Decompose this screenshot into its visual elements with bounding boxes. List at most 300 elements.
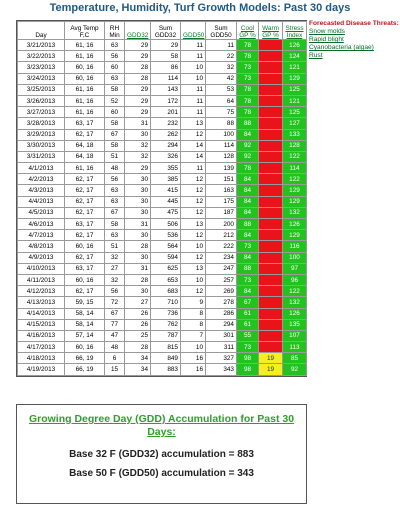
cell-avg-temp: 64, 18	[65, 151, 105, 162]
cell-gdd50: 14	[181, 140, 206, 151]
cell-stress-index: 121	[283, 95, 307, 106]
cell-gdd32: 30	[125, 230, 151, 241]
cell-rh-min: 63	[105, 185, 125, 196]
cell-day: 4/13/2013	[18, 297, 65, 308]
cell-gdd50: 10	[181, 274, 206, 285]
cell-sum-gdd32: 294	[151, 140, 181, 151]
cell-stress-index: 125	[283, 107, 307, 118]
table-row	[18, 263, 307, 274]
cell-stress-index: 128	[283, 140, 307, 151]
cell-gdd32: 30	[125, 207, 151, 218]
cell-warm-gp	[259, 107, 283, 118]
cell-rh-min: 72	[105, 297, 125, 308]
cell-sum-gdd32: 787	[151, 330, 181, 341]
header-day: Day	[18, 22, 65, 40]
gdd50-accumulation: Base 50 F (GDD50) accumulation = 343	[69, 468, 254, 479]
cell-sum-gdd50: 75	[206, 107, 237, 118]
cell-rh-min: 67	[105, 207, 125, 218]
cell-gdd50: 12	[181, 286, 206, 297]
table-row	[18, 174, 307, 185]
cell-stress-index: 129	[283, 230, 307, 241]
cell-gdd32: 34	[125, 353, 151, 364]
cell-cool-gp: 84	[237, 174, 259, 185]
cell-cool-gp: 67	[237, 297, 259, 308]
cell-sum-gdd32: 762	[151, 319, 181, 330]
cell-sum-gdd50: 163	[206, 185, 237, 196]
cell-warm-gp	[259, 207, 283, 218]
cell-sum-gdd50: 151	[206, 174, 237, 185]
cell-rh-min: 58	[105, 219, 125, 230]
cell-sum-gdd32: 58	[151, 51, 181, 62]
cell-gdd32: 29	[125, 95, 151, 106]
cell-sum-gdd50: 42	[206, 73, 237, 84]
cell-day: 4/1/2013	[18, 163, 65, 174]
cell-day: 4/3/2013	[18, 185, 65, 196]
cell-avg-temp: 60, 16	[65, 73, 105, 84]
cell-rh-min: 58	[105, 84, 125, 95]
cell-gdd50: 9	[181, 297, 206, 308]
cell-sum-gdd50: 222	[206, 241, 237, 252]
cell-day: 4/19/2013	[18, 364, 65, 375]
gdd32-accumulation: Base 32 F (GDD32) accumulation = 883	[69, 449, 254, 460]
cell-gdd50: 12	[181, 196, 206, 207]
cell-warm-gp	[259, 140, 283, 151]
cell-sum-gdd32: 326	[151, 151, 181, 162]
cell-warm-gp	[259, 40, 283, 51]
cell-stress-index: 132	[283, 207, 307, 218]
cell-sum-gdd50: 187	[206, 207, 237, 218]
cell-rh-min: 56	[105, 174, 125, 185]
cell-gdd32: 31	[125, 118, 151, 129]
cell-cool-gp: 88	[237, 263, 259, 274]
cell-day: 4/2/2013	[18, 174, 65, 185]
cell-warm-gp	[259, 263, 283, 274]
cell-gdd32: 28	[125, 241, 151, 252]
cell-sum-gdd32: 385	[151, 174, 181, 185]
cell-sum-gdd50: 294	[206, 319, 237, 330]
cell-stress-index: 107	[283, 330, 307, 341]
cell-stress-index: 97	[283, 263, 307, 274]
cell-sum-gdd32: 475	[151, 207, 181, 218]
table-row	[18, 84, 307, 95]
cell-sum-gdd32: 815	[151, 342, 181, 353]
cell-stress-index: 122	[283, 174, 307, 185]
cell-gdd50: 11	[181, 84, 206, 95]
cell-avg-temp: 63, 17	[65, 118, 105, 129]
cell-gdd32: 28	[125, 342, 151, 353]
cell-gdd50: 16	[181, 353, 206, 364]
cell-warm-gp: 19	[259, 364, 283, 375]
cell-gdd32: 28	[125, 73, 151, 84]
cell-day: 3/25/2013	[18, 84, 65, 95]
cell-sum-gdd32: 29	[151, 40, 181, 51]
cell-sum-gdd50: 278	[206, 297, 237, 308]
cell-cool-gp: 92	[237, 151, 259, 162]
cell-sum-gdd50: 139	[206, 163, 237, 174]
cell-avg-temp: 60, 16	[65, 62, 105, 73]
cell-sum-gdd50: 114	[206, 140, 237, 151]
cell-warm-gp	[259, 84, 283, 95]
cell-cool-gp: 84	[237, 230, 259, 241]
cell-stress-index: 129	[283, 73, 307, 84]
header-sum-gdd32: Sum GDD32	[151, 22, 181, 40]
cell-warm-gp	[259, 185, 283, 196]
cell-stress-index: 100	[283, 252, 307, 263]
cell-warm-gp	[259, 62, 283, 73]
link-snow-molds[interactable]: Snow molds	[309, 28, 345, 35]
cell-sum-gdd32: 201	[151, 107, 181, 118]
cell-gdd50: 12	[181, 129, 206, 140]
cell-day: 3/26/2013	[18, 95, 65, 106]
cell-sum-gdd32: 506	[151, 219, 181, 230]
cell-cool-gp: 55	[237, 330, 259, 341]
cell-sum-gdd50: 286	[206, 308, 237, 319]
cell-sum-gdd32: 883	[151, 364, 181, 375]
link-rust[interactable]: Rust	[309, 52, 323, 59]
cell-cool-gp: 73	[237, 73, 259, 84]
cell-stress-index: 129	[283, 196, 307, 207]
cell-sum-gdd32: 143	[151, 84, 181, 95]
table-row	[18, 62, 307, 73]
header-gdd32-link[interactable]: GDD32	[125, 22, 151, 40]
cell-day: 4/10/2013	[18, 263, 65, 274]
cell-sum-gdd50: 247	[206, 263, 237, 274]
cell-avg-temp: 61, 16	[65, 163, 105, 174]
cell-stress-index: 125	[283, 84, 307, 95]
cell-day: 4/5/2013	[18, 207, 65, 218]
cell-rh-min: 51	[105, 241, 125, 252]
cell-stress-index: 126	[283, 40, 307, 51]
table-body	[18, 40, 307, 376]
cell-gdd50: 12	[181, 174, 206, 185]
cell-stress-index: 133	[283, 129, 307, 140]
header-row	[18, 22, 307, 40]
cell-stress-index: 135	[283, 319, 307, 330]
cell-avg-temp: 58, 14	[65, 308, 105, 319]
cell-avg-temp: 61, 16	[65, 51, 105, 62]
cell-sum-gdd32: 355	[151, 163, 181, 174]
cell-gdd32: 30	[125, 174, 151, 185]
cell-avg-temp: 58, 14	[65, 319, 105, 330]
cell-warm-gp	[259, 196, 283, 207]
disease-threats-panel	[309, 20, 399, 60]
weather-table-container	[16, 20, 307, 377]
table-row	[18, 353, 307, 364]
table-row	[18, 95, 307, 106]
cell-cool-gp: 98	[237, 353, 259, 364]
cell-day: 3/28/2013	[18, 118, 65, 129]
cell-sum-gdd32: 625	[151, 263, 181, 274]
cell-sum-gdd50: 32	[206, 62, 237, 73]
cell-gdd50: 13	[181, 118, 206, 129]
cell-day: 4/12/2013	[18, 286, 65, 297]
cell-warm-gp	[259, 129, 283, 140]
cell-warm-gp	[259, 252, 283, 263]
cell-day: 4/7/2013	[18, 230, 65, 241]
cell-day: 4/9/2013	[18, 252, 65, 263]
table-row	[18, 51, 307, 62]
cell-stress-index: 113	[283, 342, 307, 353]
cell-avg-temp: 62, 17	[65, 174, 105, 185]
cell-day: 3/31/2013	[18, 151, 65, 162]
table-row	[18, 40, 307, 51]
cell-sum-gdd32: 849	[151, 353, 181, 364]
cell-rh-min: 58	[105, 118, 125, 129]
cell-rh-min: 63	[105, 40, 125, 51]
cell-gdd50: 11	[181, 107, 206, 118]
cell-avg-temp: 66, 19	[65, 364, 105, 375]
cell-avg-temp: 62, 17	[65, 185, 105, 196]
cell-avg-temp: 61, 16	[65, 84, 105, 95]
table-row	[18, 274, 307, 285]
cell-rh-min: 52	[105, 95, 125, 106]
cell-sum-gdd50: 257	[206, 274, 237, 285]
cell-gdd32: 30	[125, 129, 151, 140]
cell-day: 3/30/2013	[18, 140, 65, 151]
cell-avg-temp: 62, 17	[65, 286, 105, 297]
cell-warm-gp	[259, 342, 283, 353]
cell-avg-temp: 64, 18	[65, 140, 105, 151]
cell-rh-min: 32	[105, 274, 125, 285]
cell-gdd32: 30	[125, 252, 151, 263]
table-row	[18, 163, 307, 174]
cell-warm-gp	[259, 163, 283, 174]
cell-sum-gdd32: 594	[151, 252, 181, 263]
cell-gdd32: 26	[125, 319, 151, 330]
cell-avg-temp: 57, 14	[65, 330, 105, 341]
cell-cool-gp: 78	[237, 84, 259, 95]
cell-rh-min: 48	[105, 163, 125, 174]
cell-gdd50: 13	[181, 263, 206, 274]
weather-table	[17, 21, 307, 376]
gdd-summary-box	[16, 404, 307, 504]
cell-sum-gdd32: 736	[151, 308, 181, 319]
cell-gdd50: 10	[181, 62, 206, 73]
cell-cool-gp: 88	[237, 118, 259, 129]
cell-avg-temp: 59, 15	[65, 297, 105, 308]
cell-avg-temp: 63, 17	[65, 263, 105, 274]
cell-warm-gp	[259, 95, 283, 106]
cell-sum-gdd50: 22	[206, 51, 237, 62]
cell-cool-gp: 61	[237, 308, 259, 319]
cell-rh-min: 56	[105, 286, 125, 297]
cell-day: 4/18/2013	[18, 353, 65, 364]
link-cyanobacteria[interactable]: Cyanobacteria (algae)	[309, 44, 374, 51]
cell-stress-index: 116	[283, 241, 307, 252]
cell-rh-min: 63	[105, 230, 125, 241]
cell-stress-index: 122	[283, 286, 307, 297]
header-warm-gp-link[interactable]: Warm GP %	[259, 22, 283, 40]
cell-stress-index: 127	[283, 118, 307, 129]
cell-cool-gp: 78	[237, 163, 259, 174]
cell-rh-min: 58	[105, 140, 125, 151]
cell-day: 3/29/2013	[18, 129, 65, 140]
cell-day: 4/4/2013	[18, 196, 65, 207]
cell-warm-gp	[259, 73, 283, 84]
gdd-summary-title: Growing Degree Day (GDD) Accumulation for Past 30 Days:	[28, 413, 295, 438]
cell-gdd32: 28	[125, 274, 151, 285]
cell-rh-min: 51	[105, 151, 125, 162]
cell-gdd32: 30	[125, 185, 151, 196]
table-row	[18, 107, 307, 118]
cell-cool-gp: 61	[237, 319, 259, 330]
cell-gdd32: 27	[125, 297, 151, 308]
cell-rh-min: 67	[105, 308, 125, 319]
cell-rh-min: 48	[105, 342, 125, 353]
cell-day: 3/24/2013	[18, 73, 65, 84]
cell-sum-gdd32: 710	[151, 297, 181, 308]
cell-stress-index: 132	[283, 297, 307, 308]
cell-sum-gdd32: 445	[151, 196, 181, 207]
cell-gdd32: 29	[125, 40, 151, 51]
cell-gdd50: 14	[181, 151, 206, 162]
header-cool-gp-link[interactable]: Cool GP %	[237, 22, 259, 40]
cell-day: 3/23/2013	[18, 62, 65, 73]
cell-avg-temp: 62, 17	[65, 207, 105, 218]
cell-gdd32: 30	[125, 286, 151, 297]
cell-gdd50: 16	[181, 364, 206, 375]
table-row	[18, 319, 307, 330]
cell-rh-min: 15	[105, 364, 125, 375]
cell-gdd50: 11	[181, 51, 206, 62]
cell-rh-min: 63	[105, 73, 125, 84]
cell-sum-gdd50: 128	[206, 151, 237, 162]
cell-sum-gdd50: 212	[206, 230, 237, 241]
cell-day: 3/27/2013	[18, 107, 65, 118]
table-row	[18, 342, 307, 353]
table-row	[18, 241, 307, 252]
cell-avg-temp: 60, 16	[65, 342, 105, 353]
cell-day: 3/21/2013	[18, 40, 65, 51]
header-sum-gdd50: Sum GDD50	[206, 22, 237, 40]
cell-gdd50: 12	[181, 252, 206, 263]
cell-avg-temp: 61, 16	[65, 40, 105, 51]
cell-gdd32: 29	[125, 107, 151, 118]
cell-sum-gdd32: 653	[151, 274, 181, 285]
header-stress-index-link[interactable]: Stress Index	[283, 22, 307, 40]
table-row	[18, 308, 307, 319]
disease-threats-heading: Forecasted Disease Threats:	[309, 20, 399, 27]
cell-gdd32: 31	[125, 219, 151, 230]
cell-day: 4/14/2013	[18, 308, 65, 319]
cell-avg-temp: 62, 17	[65, 196, 105, 207]
cell-cool-gp: 84	[237, 207, 259, 218]
cell-warm-gp: 19	[259, 353, 283, 364]
cell-cool-gp: 84	[237, 196, 259, 207]
cell-gdd32: 29	[125, 163, 151, 174]
cell-day: 4/6/2013	[18, 219, 65, 230]
cell-rh-min: 27	[105, 263, 125, 274]
cell-rh-min: 32	[105, 252, 125, 263]
table-row	[18, 207, 307, 218]
cell-warm-gp	[259, 297, 283, 308]
cell-cool-gp: 73	[237, 342, 259, 353]
cell-stress-index: 92	[283, 364, 307, 375]
cell-gdd32: 32	[125, 151, 151, 162]
cell-avg-temp: 66, 19	[65, 353, 105, 364]
cell-sum-gdd50: 327	[206, 353, 237, 364]
table-row	[18, 219, 307, 230]
cell-cool-gp: 98	[237, 364, 259, 375]
cell-warm-gp	[259, 230, 283, 241]
cell-sum-gdd32: 536	[151, 230, 181, 241]
cell-gdd50: 11	[181, 40, 206, 51]
cell-sum-gdd50: 88	[206, 118, 237, 129]
table-row	[18, 364, 307, 375]
header-rh-min: RH Min	[105, 22, 125, 40]
cell-cool-gp: 84	[237, 185, 259, 196]
cell-rh-min: 6	[105, 353, 125, 364]
cell-day: 4/11/2013	[18, 274, 65, 285]
cell-stress-index: 124	[283, 51, 307, 62]
cell-rh-min: 60	[105, 62, 125, 73]
cell-sum-gdd50: 11	[206, 40, 237, 51]
cell-gdd50: 10	[181, 73, 206, 84]
cell-stress-index: 96	[283, 274, 307, 285]
table-row	[18, 196, 307, 207]
cell-gdd50: 8	[181, 308, 206, 319]
cell-rh-min: 47	[105, 330, 125, 341]
cell-avg-temp: 62, 17	[65, 129, 105, 140]
cell-sum-gdd50: 64	[206, 95, 237, 106]
cell-cool-gp: 92	[237, 140, 259, 151]
cell-gdd50: 10	[181, 342, 206, 353]
cell-sum-gdd50: 269	[206, 286, 237, 297]
cell-cool-gp: 78	[237, 40, 259, 51]
cell-avg-temp: 62, 17	[65, 230, 105, 241]
cell-cool-gp: 78	[237, 95, 259, 106]
cell-cool-gp: 84	[237, 252, 259, 263]
link-rapid-blight[interactable]: Rapid blight	[309, 36, 344, 43]
cell-rh-min: 60	[105, 107, 125, 118]
cell-warm-gp	[259, 319, 283, 330]
cell-sum-gdd50: 175	[206, 196, 237, 207]
cell-day: 4/17/2013	[18, 342, 65, 353]
table-row	[18, 286, 307, 297]
header-gdd50-link[interactable]: GDD50	[181, 22, 206, 40]
cell-gdd50: 12	[181, 185, 206, 196]
cell-sum-gdd32: 86	[151, 62, 181, 73]
cell-warm-gp	[259, 51, 283, 62]
cell-sum-gdd32: 262	[151, 129, 181, 140]
cell-stress-index: 114	[283, 163, 307, 174]
cell-stress-index: 126	[283, 219, 307, 230]
cell-cool-gp: 78	[237, 51, 259, 62]
cell-avg-temp: 60, 16	[65, 241, 105, 252]
table-row	[18, 330, 307, 341]
cell-stress-index: 126	[283, 308, 307, 319]
cell-gdd50: 8	[181, 319, 206, 330]
cell-stress-index: 121	[283, 62, 307, 73]
cell-warm-gp	[259, 308, 283, 319]
cell-avg-temp: 61, 16	[65, 95, 105, 106]
table-row	[18, 297, 307, 308]
cell-avg-temp: 62, 17	[65, 252, 105, 263]
cell-sum-gdd32: 415	[151, 185, 181, 196]
cell-day: 4/16/2013	[18, 330, 65, 341]
table-row	[18, 252, 307, 263]
cell-sum-gdd50: 200	[206, 219, 237, 230]
cell-gdd32: 30	[125, 196, 151, 207]
cell-sum-gdd32: 172	[151, 95, 181, 106]
cell-gdd50: 7	[181, 330, 206, 341]
cell-stress-index: 85	[283, 353, 307, 364]
cell-gdd50: 12	[181, 207, 206, 218]
cell-gdd32: 25	[125, 330, 151, 341]
table-row	[18, 73, 307, 84]
cell-avg-temp: 60, 16	[65, 274, 105, 285]
cell-cool-gp: 84	[237, 286, 259, 297]
